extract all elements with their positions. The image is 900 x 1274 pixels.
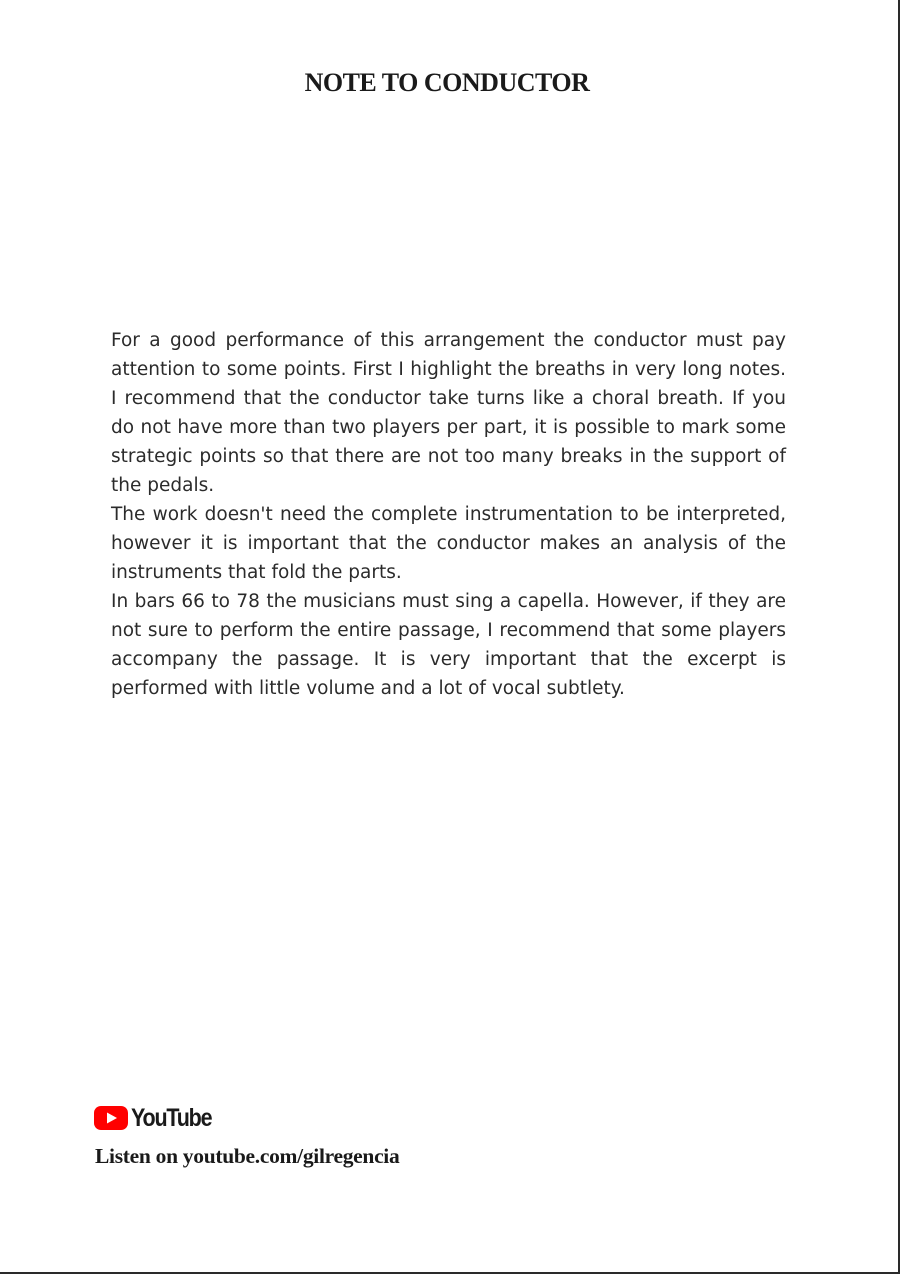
note-body: [111, 326, 786, 703]
paragraph-breathing: For a good performance of this arrangement the conductor must pay attention to some points. First I highlight the breaths in very long notes. I recommend that the conductor take turns like a choral breath. If you do not have more than two players per part, it is possible to mark some strategic points so that there are not too many breaks in the support of the pedals.: [111, 330, 786, 496]
listen-link-text: Listen on youtube.com/gilregencia: [95, 1144, 400, 1168]
paragraph-a-capella: In bars 66 to 78 the musicians must sing a capella. However, if they are not sure to perform the entire passage, I recommend that some players accompany the passage. It is very important that the excerpt is performed with little volume and a lot of vocal subtlety.: [111, 591, 786, 699]
page-title: NOTE TO CONDUCTOR: [304, 68, 590, 97]
paragraph-instrumentation: The work doesn't need the complete instrumentation to be interpreted, however it is important that the conductor makes an analysis of the instruments that fold the parts.: [111, 504, 786, 583]
youtube-wordmark: YouTube: [131, 1103, 212, 1132]
youtube-play-icon: [94, 1106, 128, 1130]
youtube-logo: [94, 1103, 224, 1133]
